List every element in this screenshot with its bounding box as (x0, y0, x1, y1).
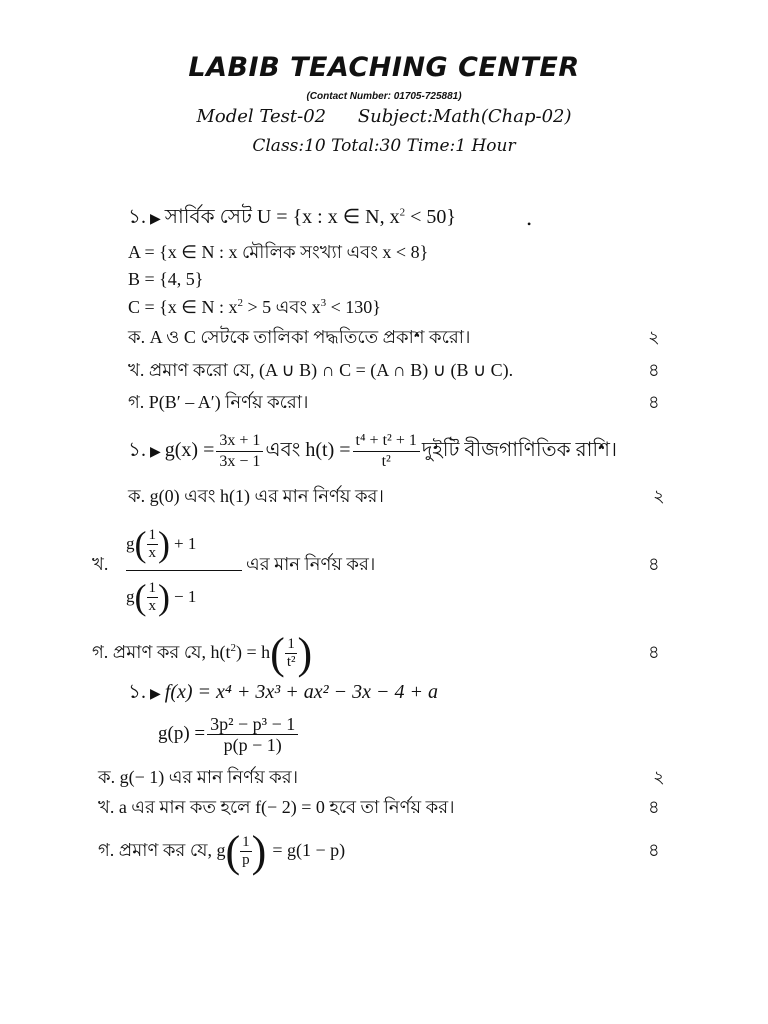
q1-part-kha: খ. প্রমাণ করো যে, (A ∪ B) ∩ C = (A ∩ B) ∪ (B ∪ C). (128, 360, 514, 380)
q1-part-ka: ক. A ও C সেটকে তালিকা পদ্ধতিতে প্রকাশ করো। (128, 327, 471, 347)
q1-intro: ১. ▶ সার্বিক সেট U = {x : x ∈ N, $x^2 < 50$} (128, 206, 456, 228)
h-fraction: $\frac{\text{t⁴ + t² + 1}}{\text{t²}}$ (353, 431, 420, 472)
q3-ga-mark: ৪ (648, 840, 660, 860)
q2-ga-mark: ৪ (648, 642, 660, 662)
q2-part-ga: গ. প্রমাণ কর যে, $h(t^2) = h$( $\frac{1}{\text{t²}}$ ) (92, 628, 313, 678)
test-info-line (0, 106, 768, 127)
q1-set-a: A = {x ∈ N : x মৌলিক সংখ্যা এবং x < 8} (128, 242, 429, 262)
q2-part-ka: ক. g(0) এবং h(1) এর মান নির্ণয় কর। (128, 486, 384, 506)
q2-kha-mark: ৪ (648, 554, 660, 574)
stray-dot: • (527, 217, 532, 231)
triangle-icon: ▶ (149, 445, 161, 460)
q3-intro: ১. ▶ f(x) = x⁴ + 3x³ + ax² − 3x − 4 + a (128, 681, 438, 703)
g-fraction: $\frac{3x + 1}{3x - 1}$ (216, 431, 263, 472)
page-title: LABIB TEACHING CENTER (188, 52, 580, 83)
q3-part-kha: খ. a এর মান কত হলে f(− 2) = 0 হবে তা নির্ণয় কর। (98, 797, 455, 817)
model-test-label: Model Test-02 (196, 106, 327, 127)
q3-kha-mark: ৪ (648, 797, 660, 817)
q1-set-b: B = {4, 5} (128, 269, 204, 289)
q2-kha-text: এর মান নির্ণয় কর। (246, 554, 376, 574)
triangle-icon: ▶ (149, 687, 161, 702)
q1-part-ga: গ. P(B′ – A′) নির্ণয় করো। (128, 392, 309, 412)
q3-ka-mark: ২ (653, 767, 665, 787)
triangle-icon: ▶ (149, 212, 161, 227)
contact-number: (Contact Number: 01705-725881) (306, 91, 462, 102)
q2-intro: ১. ▶ g(x) = $\frac{3x + 1}{3x - 1}$ এবং h(t) = $\frac{\text{t⁴ + t² + 1}}{\text{t²}}$ দুইটি বীজগাণিতিক রাশি। (128, 431, 618, 470)
q1-kha-mark: ৪ (648, 360, 660, 380)
q1-number: ১. (128, 206, 146, 228)
class-info-line: Class:10 Total:30 Time:1 Hour (252, 136, 516, 156)
q2-kha-label: খ. (92, 554, 109, 574)
q2-number: ১. (128, 439, 146, 461)
q1-ga-mark: ৪ (648, 392, 660, 412)
subject-label: Subject:Math(Chap-02) (357, 106, 572, 127)
q3-part-ga: গ. প্রমাণ কর যে, g( $\frac{1}{p}$ ) = g(1 − p) (98, 826, 346, 876)
q3-number: ১. (128, 681, 146, 703)
q3-g-definition: g(p) = $\frac{\text{3p² − p³ − 1}}{p(p - 1)}$ (158, 712, 300, 756)
q2-kha-fraction: g ( 1 x ) + 1 g ( 1 x ) − 1 (126, 522, 242, 619)
q2-ka-mark: ২ (653, 486, 665, 506)
q3-part-ka: ক. g(− 1) এর মান নির্ণয় কর। (98, 767, 299, 787)
q1-ka-mark: ২ (648, 327, 660, 347)
q1-set-c: C = {x ∈ N : $x^2 > 5$ এবং $x^3 < 130$} (128, 297, 381, 317)
